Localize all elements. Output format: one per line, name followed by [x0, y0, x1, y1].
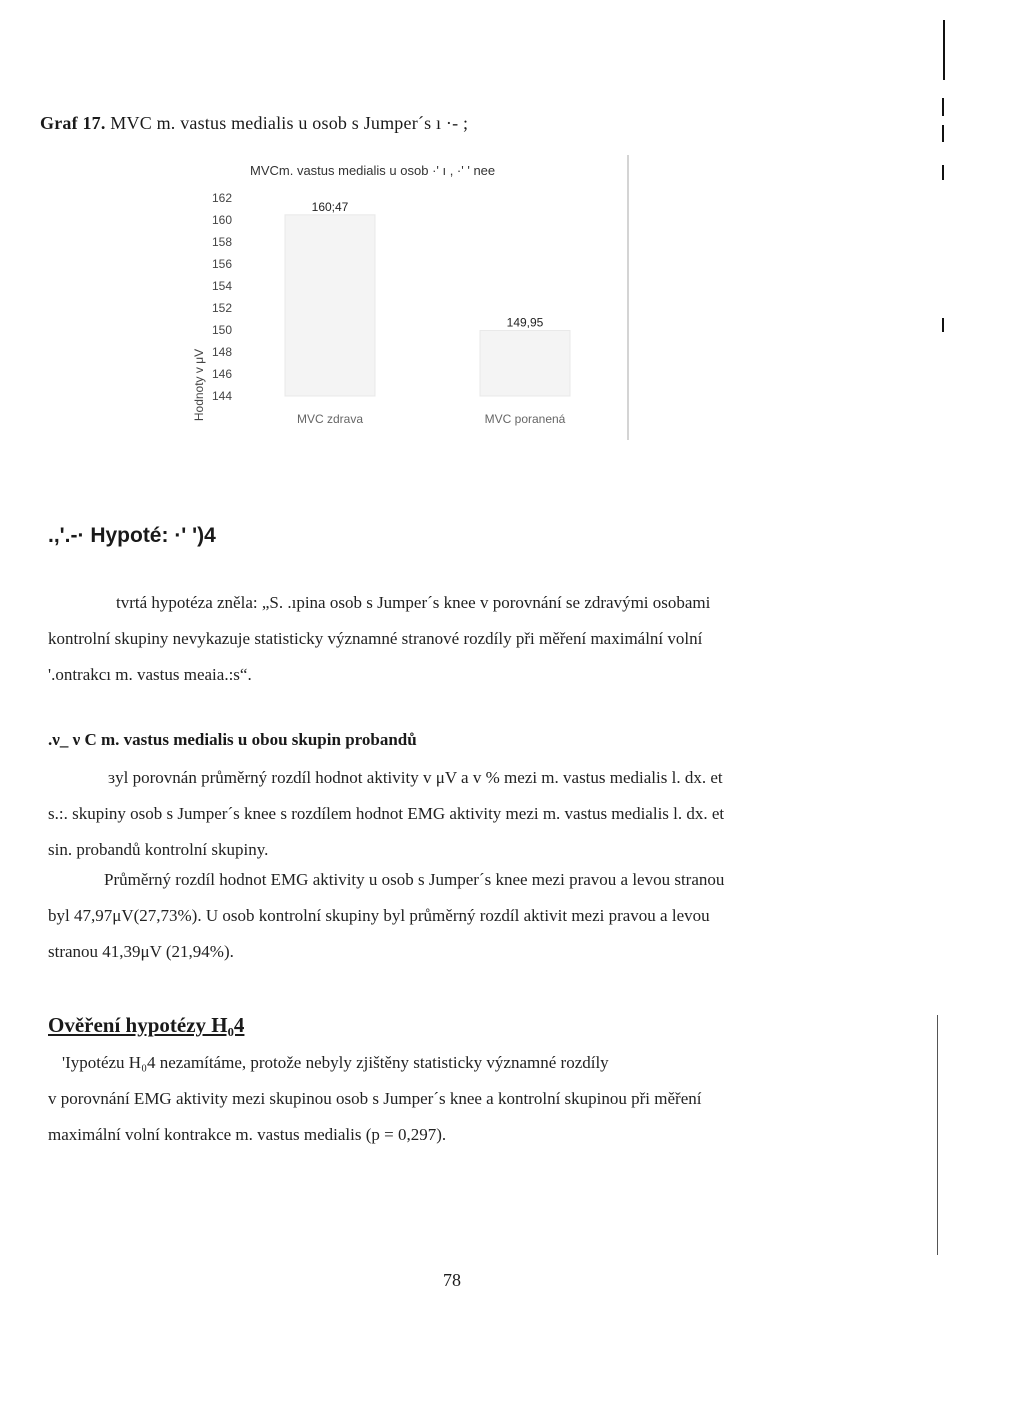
text-line: maximální volní kontrakce m. vastus medialis (p = 0,297). [48, 1125, 447, 1144]
text-line: kontrolní skupiny nevykazuje statisticky významné stranové rozdíly při měření maximální volní [48, 629, 703, 648]
text-line: byl 47,97μV(27,73%). U osob kontrolní skupiny byl průměrný rozdíl aktivit mezi pravou a levou [48, 906, 710, 925]
bar [285, 215, 375, 396]
section-heading: .,'.-· Hypoté: ·' ')4 [48, 524, 216, 547]
text-line: '.ontrakcı m. vastus meaia.:s“. [48, 665, 252, 684]
figure-caption-text: MVC m. vastus medialis u osob s Jumper´s ı ·- ; [110, 113, 469, 133]
text-line: tvrtá hypotéza zněla: „S. .ıpina osob s Jumper´s knee v porovnání se zdravými osobami [116, 593, 711, 612]
text-line: stranou 41,39μV (21,94%). [48, 942, 234, 961]
y-tick-label: 144 [212, 389, 233, 403]
chart-title: MVCm. vastus medialis u osob ·' ı , ·' ' nee [250, 163, 496, 178]
text-line: ɜyl porovnán průměrný rozdíl hodnot aktivity v μV a v % mezi m. vastus medialis l. dx. et [108, 768, 723, 787]
figure-caption-label: Graf 17. [40, 113, 106, 133]
category-label: MVC zdrava [296, 412, 364, 426]
hypothesis-paragraph [48, 585, 868, 693]
category-label: MVC poranená [484, 412, 566, 426]
y-tick-label: 154 [212, 279, 233, 293]
figure-caption [40, 113, 468, 134]
y-tick-label: 152 [212, 301, 233, 315]
y-tick-label: 150 [212, 323, 233, 337]
y-axis-title: Hodnoty v μV [192, 348, 206, 422]
text-line: sin. probandů kontrolní skupiny. [48, 840, 269, 859]
verification-paragraph [48, 1045, 868, 1153]
y-tick-label: 160 [212, 213, 233, 227]
y-tick-label: 162 [212, 191, 233, 205]
y-tick-label: 148 [212, 345, 233, 359]
page-number: 78 [443, 1270, 461, 1290]
y-axis-ticks [212, 191, 232, 403]
bars [285, 215, 570, 396]
subheading: .ν_ ν C m. vastus medialis u obou skupin probandů [48, 730, 417, 749]
y-tick-label: 156 [212, 257, 233, 271]
bar-value-label: 149,95 [506, 315, 544, 330]
text-line: Průměrný rozdíl hodnot EMG aktivity u osob s Jumper´s knee mezi pravou a levou stranou [104, 870, 725, 889]
scan-mark [942, 165, 944, 180]
text-line: v porovnání EMG aktivity mezi skupinou osob s Jumper´s knee a kontrolní skupinou při měření [48, 1089, 702, 1108]
category-labels [297, 412, 566, 426]
scan-mark [943, 20, 945, 80]
mvc-chart [150, 150, 640, 450]
scan-mark [942, 318, 944, 332]
y-tick-label: 158 [212, 235, 233, 249]
y-tick-label: 146 [212, 367, 233, 381]
verification-heading: Ověření hypotézy H₀4 [48, 1013, 245, 1037]
result-paragraph [48, 862, 868, 970]
text-line: 'Iypotézu H₀4 nezamítáme, protože nebyly zjištěny statisticky významné rozdíly [62, 1053, 609, 1072]
comparison-paragraph [48, 760, 868, 868]
scan-mark [942, 98, 944, 116]
bar-value-label: 160;47 [311, 199, 349, 214]
scan-mark [942, 125, 944, 142]
scan-mark [937, 1015, 938, 1255]
bar [480, 331, 570, 396]
text-line: s.:. skupiny osob s Jumper´s knee s rozdílem hodnot EMG aktivity mezi m. vastus medialis l. dx. et [48, 804, 725, 823]
